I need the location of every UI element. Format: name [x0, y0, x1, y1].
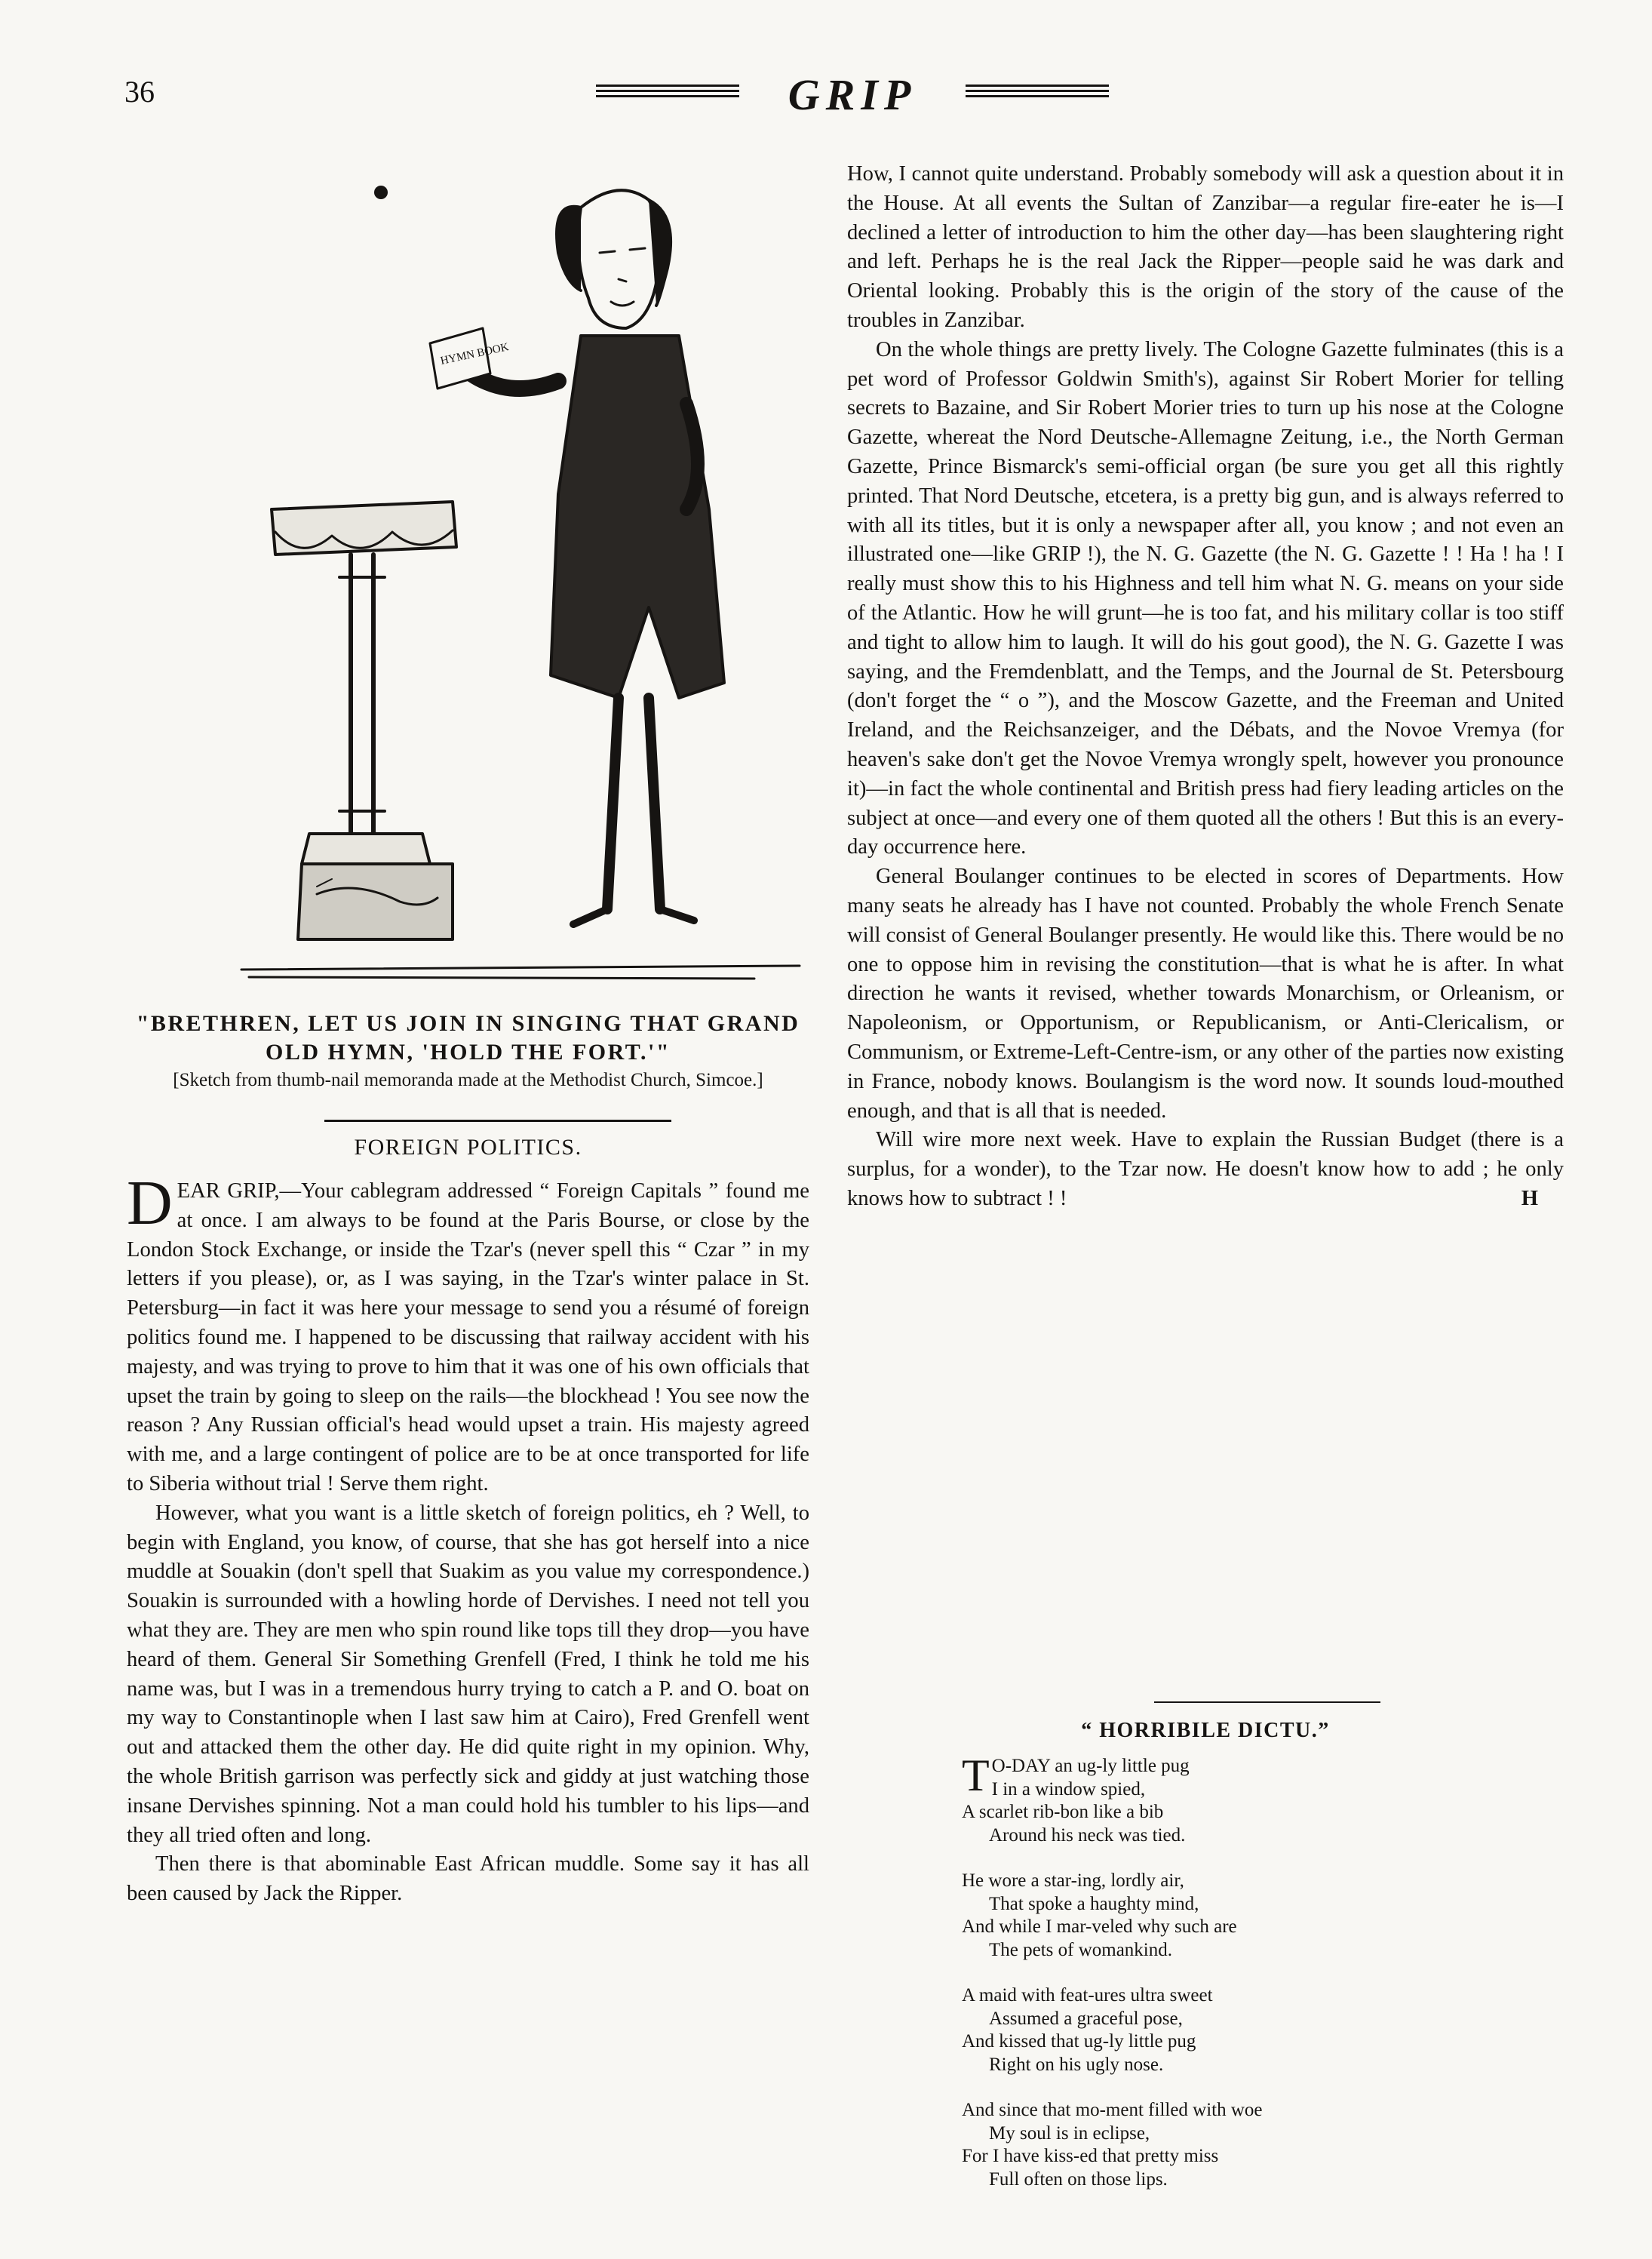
hymn-book-label: HYMN BOOK: [439, 341, 510, 367]
page-number: 36: [124, 75, 155, 109]
section-divider: [324, 1120, 671, 1122]
poem-line: And kissed that ug-ly little pug: [962, 2031, 1196, 2052]
article-signature: H: [1521, 1186, 1538, 1210]
poem: [962, 1750, 1490, 2214]
article-paragraph: DEAR GRIP,—Your cablegram addressed “ Foreign Capitals ” found me at once. I am always to be found at the Paris Bourse, or close by the London Stock Exchange, or inside the Tzar's (never spell this “ Czar ” in my letters if you please), or, as I was saying, in the Tzar's winter palace in St. Petersburg—in fact it was here your message to send you a résumé of foreign politics found me. I happened to be discussing that railway accident with his majesty, and was trying to prove to him that it was one of his own officials that upset the train by going to sleep on the rails—the blockhead ! You see now the reason ? Any Russian official's head would upset a train. His majesty agreed with me, and a large contingent of police are to be at once transported for life to Siberia without trial ! Serve them right.: [127, 1168, 809, 1495]
poem-stanza: [962, 1984, 1490, 2076]
poem-line: Right on his ugly nose.: [989, 2054, 1164, 2075]
article-column-left: [127, 1168, 809, 1909]
poem-line: A maid with feat-ures ultra sweet: [962, 1985, 1213, 2005]
poem-line: Full often on those lips.: [989, 2168, 1168, 2190]
cartoon-caption: "BRETHREN, LET US JOIN IN SINGING THAT GRAND OLD HYMN, 'HOLD THE FORT.'": [136, 1011, 800, 1065]
masthead-rule-right: [966, 85, 1109, 103]
poem-line: A scarlet rib-bon like a bib: [962, 1802, 1164, 1822]
poem-dropcap: T: [962, 1750, 990, 1800]
article-paragraph: However, what you want is a little sketch of foreign politics, eh ? Well, to begin with England, you know, of course, that she has got herself into a nice muddle at Souakin (don't spell that Suakim as you value my correspondence.) Souakin is surrounded with a howling horde of Dervishes. I need not tell you what they are. They are men who spin round like tops till they drop—you have heard of them. General Sir Something Grenfell (Fred, I think he told me his name was, but I was in a tremendous hurry trying to catch a P. and O. boat on my way to Constantinople when I last saw him at Cairo), Fred Grenfell went out and attacked them the other day. He did quite right in my opinion. Why, the whole British garrison was perfectly sick and giddy at just watching those insane Dervishes spinning. Not a man could hold his tumbler to his lips—and they all tried often and long.: [127, 1501, 809, 1847]
article-heading: FOREIGN POLITICS.: [354, 1135, 582, 1160]
poem-line: Assumed a graceful pose,: [989, 2008, 1183, 2029]
cartoon-illustration: [226, 155, 815, 1000]
preacher-figure: [430, 190, 724, 924]
poem-line: And since that mo-ment filled with woe: [962, 2100, 1263, 2120]
lectern-drawing: [272, 502, 456, 939]
cartoon-subcaption: [Sketch from thumb-nail memoranda made at the Methodist Church, Simcoe.]: [173, 1070, 763, 1090]
poem-stanza: [962, 1870, 1490, 1962]
poem-divider: [1154, 1701, 1380, 1703]
article-paragraph: On the whole things are pretty lively. The Cologne Gazette fulminates (this is a pet word of Professor Goldwin Smith's), against Sir Robert Morier for telling secrets to Bazaine, and Sir Robert Morier tries to turn up his nose at the Cologne Gazette, whereat the Nord Deutsche-Allemagne Zeitung, i.e., the North German Gazette, Prince Bismarck's semi-official organ (be sure you get all this rightly printed. That Nord Deutsche, etcetera, is a pretty big gun, and is always referred to with all its titles, but it is only a newspaper after all, you know ; and not even an illustrated one—like GRIP !), the N. G. Gazette (the N. G. Gazette ! ! Ha ! ha ! I really must show this to his Highness and tell him what N. G. means on your side of the Atlantic. How he will grunt—he is too fat, and his military collar is too stiff and tight to allow him to laugh. It will do his gout good), the N. G. Gazette I was saying, and the Fremdenblatt, and the Temps, and the Journal de St. Petersbourg (don't forget the “ o ”), and the Moscow Gazette, and the Freeman and United Ireland, and the Reichsanzeiger, and the Débats, and the Novoe Vremya (for heaven's sake don't get the Novoe Vremya wrongly spelt, however you pronounce it)—in fact the whole continental and British press had fiery leading articles on the subject at once—and every one of them quoted all the others ! But this is an every-day occurrence here.: [847, 337, 1564, 859]
article-paragraph: Will wire more next week. Have to explain the Russian Budget (there is a surplus, for a wonder), to the Tzar now. He doesn't know how to add ; he only knows how to subtract ! ! H: [847, 1126, 1564, 1213]
poem-stanza: [962, 1750, 1490, 1847]
poem-line: And while I mar-veled why such are: [962, 1916, 1237, 1937]
poem-title: “ HORRIBILE DICTU.”: [1081, 1719, 1330, 1742]
poem-line: T O-DAY an ug-ly little pug: [962, 1750, 1190, 1800]
masthead-rule-left: [596, 85, 739, 103]
poem-line: My soul is in eclipse,: [989, 2122, 1150, 2144]
poem-line: I in a window spied,: [991, 1778, 1146, 1800]
poem-line: For I have kiss-ed that pretty miss: [962, 2146, 1219, 2166]
poem-line: That spoke a haughty mind,: [989, 1893, 1199, 1914]
article-dropcap: D: [127, 1168, 173, 1238]
article-column-right: [847, 160, 1564, 1214]
poem-line: He wore a star-ing, lordly air,: [962, 1870, 1184, 1891]
article-paragraph: General Boulanger continues to be elected in scores of Departments. How many seats he already has I have not counted. Probably the whole French Senate will consist of General Boulanger presently. He would like this. There would be no one to oppose him in revising the constitution—that is what he is after. In what direction he wants it revised, whether towards Monarchism, or Orleanism, or Napoleonism, or Opportunism, or Republicanism, or Anti-Clericalism, or Communism, or Extreme-Left-Centre-ism, or any other of the parties now existing in France, nobody knows. Boulangism is the word now. It sounds loud-mouthed enough, and that is all that is needed.: [847, 865, 1564, 1123]
poem-line: Around his neck was tied.: [989, 1824, 1186, 1846]
article-paragraph: How, I cannot quite understand. Probably somebody will ask a question about it in the House. At all events the Sultan of Zanzibar—a regular fire-eater he is—I declined a letter of introduction to him the other day—has been slaughtering right and left. Perhaps he is the real Jack the Ripper—people said he was dark and Oriental looking. Probably this is the origin of the story of the cause of the troubles in Zanzibar.: [847, 162, 1564, 332]
poem-stanza: [962, 2099, 1490, 2191]
article-paragraph: Then there is that abominable East African muddle. Some say it has all been caused by Jack the Ripper.: [127, 1852, 809, 1906]
poem-line: The pets of womankind.: [989, 1939, 1173, 1960]
masthead-title: GRIP: [788, 70, 917, 119]
masthead: [596, 69, 1109, 122]
